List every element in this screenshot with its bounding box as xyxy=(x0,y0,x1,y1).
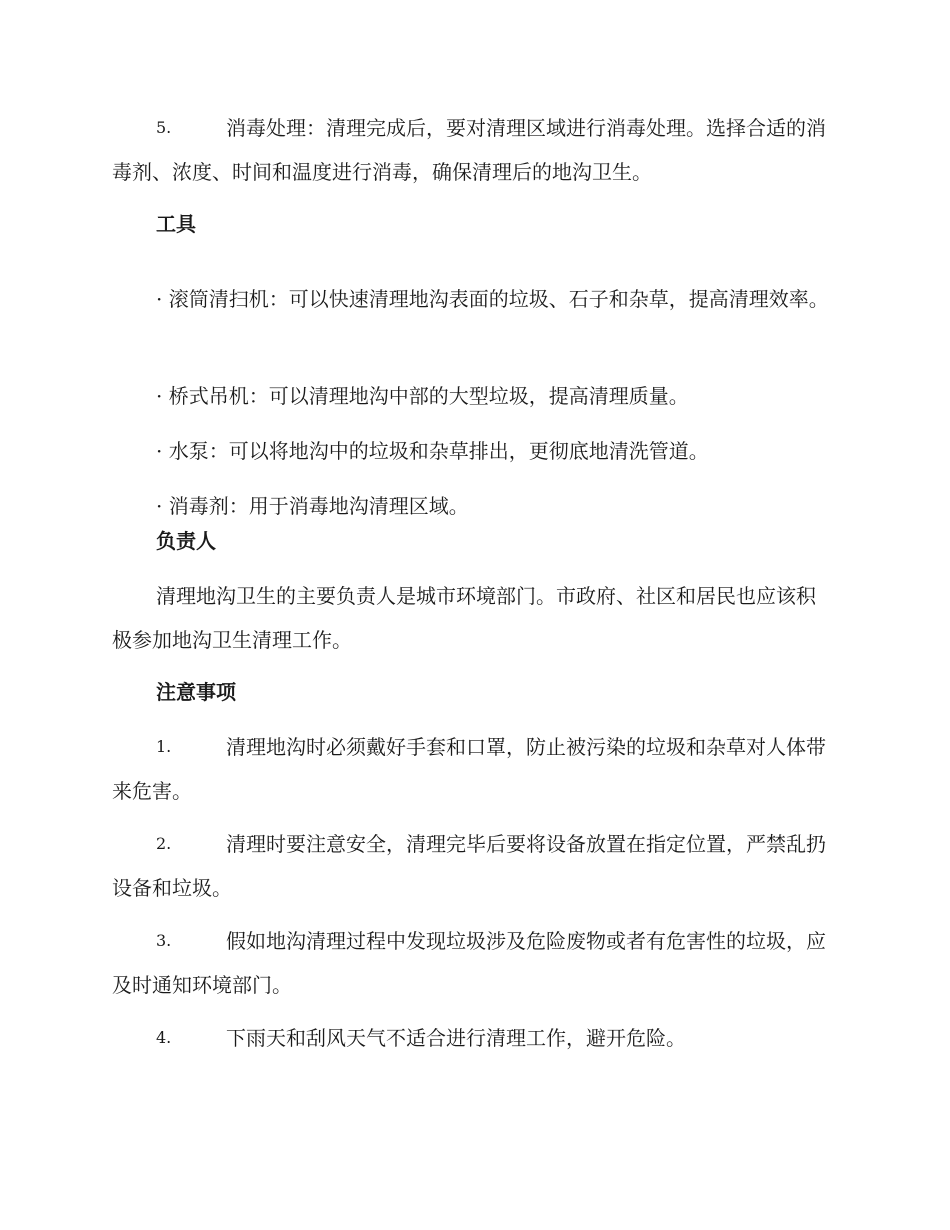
step-5-text: 消毒处理：清理完成后，要对清理区域进行消毒处理。选择合适的消毒剂、浓度、时间和温度进行消毒，确保清理后的地沟卫生。 xyxy=(112,116,826,184)
note-3-number: 3. xyxy=(156,931,172,950)
step-5-item xyxy=(112,106,834,194)
notes-heading: 注意事项 xyxy=(156,680,236,704)
note-1-text: 清理地沟时必须戴好手套和口罩，防止被污染的垃圾和杂草对人体带来危害。 xyxy=(112,735,826,803)
note-4-text: 下雨天和刮风天气不适合进行清理工作，避开危险。 xyxy=(226,1026,686,1050)
note-2-text: 清理时要注意安全，清理完毕后要将设备放置在指定位置，严禁乱扔设备和垃圾。 xyxy=(112,832,826,900)
note-item-4 xyxy=(112,1016,834,1060)
note-item-1 xyxy=(112,725,834,813)
tool-item-water-pump: · 水泵：可以将地沟中的垃圾和杂草排出，更彻底地清洗管道。 xyxy=(156,439,709,463)
tool-item-roller-sweeper: · 滚筒清扫机：可以快速清理地沟表面的垃圾、石子和杂草，提高清理效率。 xyxy=(156,287,829,311)
responsible-heading: 负责人 xyxy=(156,529,216,553)
note-item-3 xyxy=(112,919,834,1007)
note-4-number: 4. xyxy=(156,1028,172,1047)
step-5-number: 5. xyxy=(156,118,172,137)
note-3-text: 假如地沟清理过程中发现垃圾涉及危险废物或者有危害性的垃圾，应及时通知环境部门。 xyxy=(112,929,826,997)
tools-heading: 工具 xyxy=(156,212,196,236)
note-2-number: 2. xyxy=(156,834,172,853)
note-item-2 xyxy=(112,822,834,910)
tool-item-disinfectant: · 消毒剂：用于消毒地沟清理区域。 xyxy=(156,494,469,518)
responsible-paragraph: 清理地沟卫生的主要负责人是城市环境部门。市政府、社区和居民也应该积极参加地沟卫生清理工作。 xyxy=(112,584,816,652)
tool-item-bridge-crane: · 桥式吊机：可以清理地沟中部的大型垃圾，提高清理质量。 xyxy=(156,384,689,408)
note-1-number: 1. xyxy=(156,737,172,756)
